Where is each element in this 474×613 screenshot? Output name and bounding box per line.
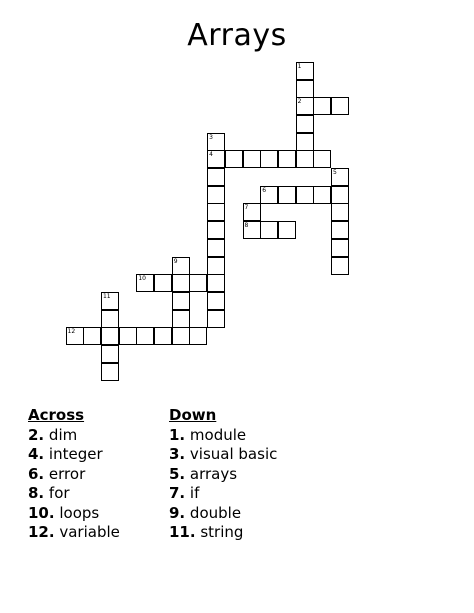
grid-cell[interactable] — [296, 133, 314, 151]
grid-cell[interactable] — [189, 327, 207, 345]
clue-number-label: 11 — [102, 292, 111, 300]
clue-number-label: 10 — [138, 275, 146, 283]
clue-number: 8. — [28, 484, 45, 502]
grid-cell[interactable] — [313, 150, 331, 168]
across-clue — [28, 523, 120, 543]
down-heading: Down — [169, 406, 217, 424]
grid-cell[interactable] — [296, 115, 314, 133]
grid-cell[interactable] — [101, 345, 119, 363]
clue-number-label: 2 — [297, 98, 302, 106]
clue-text: if — [189, 484, 200, 502]
grid-cell[interactable] — [296, 80, 314, 98]
across-heading: Across — [28, 406, 85, 424]
clue-number: 10. — [28, 503, 55, 522]
grid-cell[interactable] — [260, 186, 278, 204]
clue-text: integer — [48, 445, 103, 463]
clue-number: 9. — [169, 503, 186, 522]
grid-cell[interactable] — [172, 274, 190, 292]
grid-cell[interactable] — [207, 150, 225, 168]
grid-cell[interactable] — [331, 239, 349, 257]
clue-number-label: 6 — [262, 186, 267, 194]
down-clue — [169, 484, 277, 504]
grid-cell[interactable] — [243, 221, 261, 239]
grid-cell[interactable] — [136, 327, 154, 345]
across-clue — [28, 504, 120, 524]
grid-cell[interactable] — [207, 274, 225, 292]
grid-cell[interactable] — [313, 97, 331, 115]
grid-cell[interactable] — [331, 186, 349, 204]
down-clue — [169, 504, 277, 524]
down-clue — [169, 523, 277, 543]
grid-cell[interactable] — [207, 203, 225, 221]
clue-number-label: 8 — [244, 222, 249, 230]
grid-cell[interactable] — [207, 292, 225, 310]
grid-cell[interactable] — [172, 292, 190, 310]
clue-text: variable — [59, 523, 120, 541]
grid-cell[interactable] — [154, 327, 172, 345]
grid-cell[interactable] — [101, 327, 119, 345]
clue-text: error — [48, 464, 86, 483]
grid-cell[interactable] — [260, 221, 278, 239]
down-clue — [169, 426, 277, 446]
clue-number: 1. — [169, 425, 186, 444]
grid-cell[interactable] — [101, 292, 119, 310]
down-clues — [169, 406, 277, 543]
grid-cell[interactable] — [207, 133, 225, 151]
grid-cell[interactable] — [278, 186, 296, 204]
down-clue — [169, 445, 277, 465]
grid-cell[interactable] — [313, 186, 331, 204]
grid-cell[interactable] — [136, 274, 154, 292]
grid-cell[interactable] — [101, 363, 119, 381]
clue-number: 7. — [169, 484, 186, 502]
across-clue — [28, 465, 120, 485]
grid-cell[interactable] — [278, 221, 296, 239]
across-clues — [28, 406, 120, 543]
grid-cell[interactable] — [83, 327, 101, 345]
grid-cell[interactable] — [331, 97, 349, 115]
puzzle-title: Arrays — [187, 18, 287, 53]
clue-number-label: 12 — [67, 328, 76, 336]
grid-cell[interactable] — [119, 327, 137, 345]
clue-number-label: 5 — [333, 169, 337, 177]
grid-cell[interactable] — [260, 150, 278, 168]
grid-cell[interactable] — [243, 203, 261, 221]
clue-number: 3. — [169, 445, 186, 463]
clue-number-label: 9 — [173, 257, 178, 265]
clue-number: 6. — [28, 464, 45, 483]
clue-number: 12. — [28, 523, 55, 541]
grid-cell[interactable] — [189, 274, 207, 292]
grid-cell[interactable] — [278, 150, 296, 168]
grid-cell[interactable] — [296, 62, 314, 80]
grid-cell[interactable] — [172, 310, 190, 328]
grid-cell[interactable] — [331, 257, 349, 275]
clue-text: dim — [48, 425, 78, 444]
clue-text: arrays — [189, 464, 238, 483]
grid-cell[interactable] — [296, 150, 314, 168]
clue-number-label: 4 — [209, 151, 213, 159]
clue-text: string — [200, 523, 244, 541]
grid-cell[interactable] — [172, 327, 190, 345]
clue-number-label: 7 — [244, 204, 249, 212]
clue-number-label: 1 — [297, 62, 302, 70]
grid-cell[interactable] — [331, 221, 349, 239]
across-clue — [28, 445, 120, 465]
down-clue — [169, 465, 277, 485]
grid-cell[interactable] — [331, 168, 349, 186]
clue-number: 11. — [169, 523, 196, 541]
grid-cell[interactable] — [172, 257, 190, 275]
across-clue — [28, 426, 120, 446]
grid-cell[interactable] — [207, 186, 225, 204]
grid-cell[interactable] — [207, 168, 225, 186]
grid-cell[interactable] — [66, 327, 84, 345]
clue-text: for — [48, 484, 70, 502]
clue-text: visual basic — [189, 445, 278, 463]
clue-text: double — [189, 503, 242, 522]
clue-text: loops — [59, 503, 100, 522]
grid-cell[interactable] — [296, 186, 314, 204]
clue-number-label: 3 — [209, 133, 213, 141]
clue-text: module — [189, 425, 247, 444]
grid-cell[interactable] — [207, 221, 225, 239]
grid-cell[interactable] — [225, 150, 243, 168]
grid-cell[interactable] — [331, 203, 349, 221]
grid-cell[interactable] — [243, 150, 261, 168]
grid-cell[interactable] — [207, 239, 225, 257]
clue-number: 2. — [28, 425, 45, 444]
grid-cell[interactable] — [296, 97, 314, 115]
clue-number: 4. — [28, 445, 45, 463]
clue-number: 5. — [169, 464, 186, 483]
grid-cell[interactable] — [207, 257, 225, 275]
grid-cell[interactable] — [101, 310, 119, 328]
grid-cell[interactable] — [207, 310, 225, 328]
grid-cell[interactable] — [154, 274, 172, 292]
across-clue — [28, 484, 120, 504]
